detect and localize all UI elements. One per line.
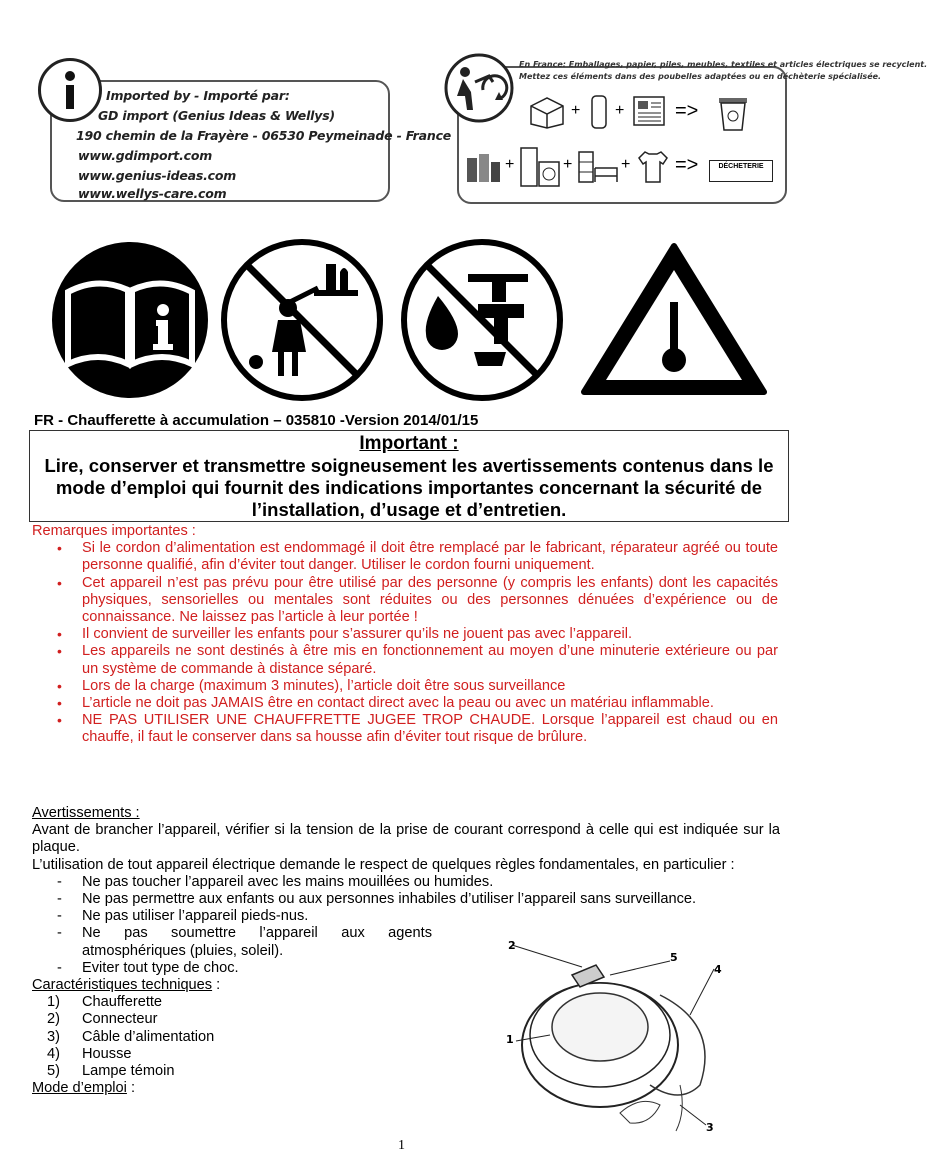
remark-item: • L’article ne doit pas JAMAIS être en contact direct avec la peau ou avec un matériau inflammable. [82,695,778,712]
product-diagram [500,935,770,1135]
plus-sign: + [563,156,573,173]
important-body: Lire, conserver et transmettre soigneusement les avertissements contenus dans le mode d’emploi qui fournit des indications importantes concernant la sécurité de l’installation, d’usage et d’entretien. [44,455,774,520]
mode-emploi-colon: : [126,1080,136,1097]
arrow-sign: => [675,100,699,122]
spec-num: 1) [47,994,60,1011]
warnings-paragraph-2: L’utilisation de tout appareil électrique demande le respect de quelques règles fondamentales, en particulier : [32,856,735,873]
importer-website-3: www.wellys-care.com [78,186,227,201]
specs-heading-colon: : [212,977,221,994]
importer-website-1: www.gdimport.com [78,148,213,163]
page-number: 1 [398,1138,405,1153]
warning-item: - Ne pas toucher l’appareil avec les mains mouillées ou humides. [82,874,780,891]
document-reference: FR - Chaufferette à accumulation – 035810 -Version 2014/01/15 [34,412,479,429]
figure-label-5: 5 [670,951,678,964]
importer-info-box [38,58,452,201]
spec-num: 4) [47,1045,60,1062]
specs-heading: Caractéristiques techniques [32,977,213,994]
plus-sign: + [571,102,581,119]
info-circle-icon [38,58,102,122]
plus-sign: + [621,156,631,173]
plus-sign: + [505,156,515,173]
hot-surface-warning-icon [578,240,770,400]
furniture-icon [575,148,619,188]
importer-line-2: GD import (Genius Ideas & Wellys) [98,108,335,123]
paper-roll-icon [589,94,609,130]
recycling-text-2: Mettez ces éléments dans des poubelles adaptées ou en déchèterie spécialisée. [519,72,882,81]
remark-item: • Lors de la charge (maximum 3 minutes), l’article doit être sous surveillance [82,678,778,695]
warning-item: - Eviter tout type de choc. [82,960,780,977]
figure-label-3: 3 [706,1121,714,1134]
recycle-triman-icon [443,52,515,124]
remark-item: • Si le cordon d’alimentation est endommagé il doit être remplacé par le fabricant, réparateur agréé ou toute personne qualifié, afin d’éviter tout danger. Utiliser le cordon fourni uniquement. [82,540,778,574]
decheterie-label: DÉCHETERIE [718,163,764,170]
hand-warmer-illustration [500,935,770,1135]
importer-address: 190 chemin de la Frayère - 06530 Peymeinade - France [76,128,452,143]
spec-num: 3) [47,1028,60,1045]
remark-item: • NE PAS UTILISER UNE CHAUFFRETTE JUGEE TROP CHAUDE. Lorsque l’appareil est chaud ou en chauffe, il faut le conserver dans sa housse afin d’éviter tout risque de brûlure. [82,712,778,746]
plus-sign: + [615,102,625,119]
important-remarks-section [32,523,778,747]
spec-label: Housse [82,1045,132,1062]
decheterie-icon [709,160,773,182]
importer-line-1: Imported by - Importé par: [106,88,290,103]
spec-label: Câble d’alimentation [82,1028,215,1045]
spec-label: Connecteur [82,1011,158,1028]
warnings-heading: Avertissements : [32,805,140,821]
warning-item: - Ne pas permettre aux enfants ou aux personnes inhabiles d’utiliser l’appareil sans surveillance. [82,891,780,908]
remark-item: • Cet appareil n’est pas prévu pour être utilisé par des personne (y compris les enfants) dont les capacités physiques, sensorielles ou mentales sont réduites ou des personnes dénuées d’expérience ou de connaissance. Ne laissez pas l’article à leur portée ! [82,575,778,627]
warning-item: - Ne pas soumettre l’appareil aux agents atmosphériques (pluies, soleil). [82,925,432,959]
spec-label: Lampe témoin [82,1063,175,1080]
remark-item: • Il convient de surveiller les enfants pour s’assurer qu’ils ne jouent pas avec l’appareil. [82,626,778,643]
no-children-icon [218,236,386,404]
remarks-heading: Remarques importantes : [32,523,196,539]
warnings-paragraph-1: Avant de brancher l’appareil, vérifier si la tension de la prise de courant correspond à celle qui est indiquée sur la plaque. [32,822,780,856]
figure-label-2: 2 [508,939,516,952]
recycling-info-box [443,52,927,202]
spec-num: 2) [47,1011,60,1028]
recycling-bin-icon [715,92,751,132]
read-manual-icon [50,240,210,400]
no-water-icon [398,236,566,404]
important-box [29,430,789,522]
importer-website-2: www.genius-ideas.com [78,168,237,183]
figure-label-4: 4 [714,963,722,976]
remark-item: • Les appareils ne sont destinés à être mis en fonctionnement au moyen d’une minuterie extérieure ou par un système de commande à distance séparé. [82,643,778,677]
important-title: Important : [359,433,459,454]
textile-shirt-icon [635,148,669,186]
figure-label-1: 1 [506,1033,514,1046]
spec-label: Chaufferette [82,994,163,1011]
arrow-sign: => [675,154,699,176]
mode-emploi-heading: Mode d’emploi [32,1080,127,1097]
packaging-box-icon [527,94,567,130]
appliances-icon [519,146,561,188]
recycling-text-1: En France: Emballages, papier, piles, meubles, textiles et articles électriques se recyclent. [519,60,927,69]
batteries-icon [463,148,503,188]
newspaper-icon [631,94,667,128]
warning-item: - Ne pas utiliser l’appareil pieds-nus. [82,908,780,925]
spec-num: 5) [47,1063,60,1080]
